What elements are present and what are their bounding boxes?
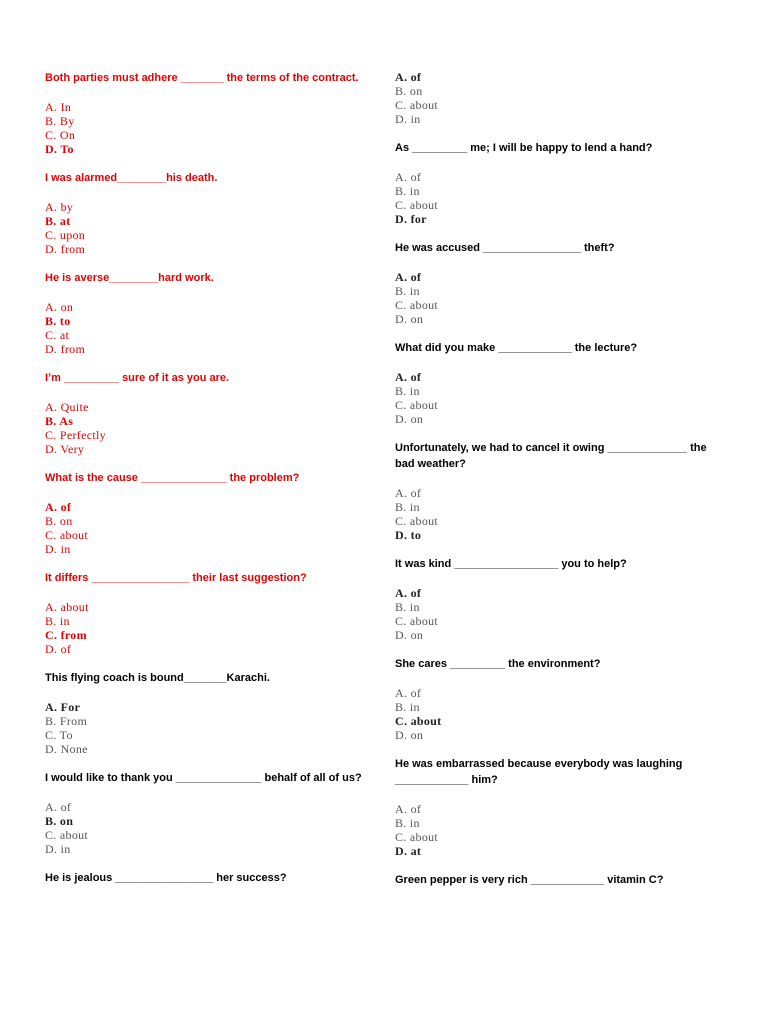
answer-option: D. on (395, 728, 424, 742)
question-text: Unfortunately, we had to cancel it owing _____________ the bad weather? (395, 442, 707, 470)
answer-option: C. Perfectly (45, 428, 106, 442)
question-text: He was embarrassed because everybody was laughing ____________ him? (395, 758, 683, 786)
answer-option: D. on (395, 628, 424, 642)
answer-option: D. in (45, 842, 71, 856)
question-block (45, 270, 370, 356)
correct-answer-option: A. of (395, 70, 422, 84)
answer-option: B. in (395, 284, 420, 298)
question-text: It was kind _________________ you to help? (395, 558, 627, 570)
answer-option: C. about (395, 98, 439, 112)
question-block (45, 670, 370, 756)
correct-answer-option: A. of (395, 270, 422, 284)
correct-answer-option: B. on (45, 814, 74, 828)
answer-option: B. From (45, 714, 88, 728)
answer-option: D. from (45, 342, 86, 356)
left-column (45, 70, 370, 900)
question-block (395, 240, 725, 326)
answer-option: B. By (45, 114, 75, 128)
question-block (395, 340, 725, 426)
answer-option: B. in (395, 500, 420, 514)
answer-options (395, 370, 725, 426)
correct-answer-option: D. for (395, 212, 427, 226)
correct-answer-option: B. to (45, 314, 71, 328)
question-block (395, 656, 725, 742)
answer-options (395, 170, 725, 226)
answer-options (45, 500, 370, 556)
question-block (45, 570, 370, 656)
answer-options (395, 270, 725, 326)
question-block (395, 440, 725, 542)
question-text: What did you make ____________ the lecture? (395, 342, 638, 354)
answer-option: D. on (395, 412, 424, 426)
answer-option: A. about (45, 600, 89, 614)
answer-option: D. in (395, 112, 421, 126)
answer-options (395, 70, 725, 126)
question-block (395, 70, 725, 126)
correct-answer-option: C. about (395, 714, 442, 728)
correct-answer-option: B. As (45, 414, 74, 428)
answer-options (45, 100, 370, 156)
correct-answer-option: D. To (45, 142, 74, 156)
answer-option: B. on (45, 514, 73, 528)
answer-option: C. about (45, 528, 89, 542)
question-text: Green pepper is very rich ____________ vitamin C? (395, 874, 664, 886)
answer-option: C. To (45, 728, 73, 742)
question-text: I was alarmed________his death. (45, 172, 218, 184)
answer-option: B. in (45, 614, 70, 628)
answer-options (395, 486, 725, 542)
answer-options (45, 300, 370, 356)
question-text: Both parties must adhere _______ the terms of the contract. (45, 72, 359, 84)
question-text: He is jealous ________________ her success? (45, 872, 287, 884)
answer-options (45, 200, 370, 256)
correct-answer-option: A. For (45, 700, 81, 714)
answer-option: C. about (395, 514, 439, 528)
answer-option: C. about (395, 198, 439, 212)
question-text: I would like to thank you ______________ behalf of all of us? (45, 772, 362, 784)
correct-answer-option: A. of (395, 370, 422, 384)
question-text: He is averse________hard work. (45, 272, 214, 284)
answer-options (45, 400, 370, 456)
question-block (45, 470, 370, 556)
question-text: He was accused ________________ theft? (395, 242, 615, 254)
question-block (45, 770, 370, 856)
answer-option: A. by (45, 200, 74, 214)
answer-option: C. On (45, 128, 76, 142)
question-block (45, 870, 370, 886)
correct-answer-option: B. at (45, 214, 71, 228)
question-text: I’m _________ sure of it as you are. (45, 372, 230, 384)
answer-option: B. in (395, 600, 420, 614)
correct-answer-option: D. at (395, 844, 422, 858)
answer-option: A. of (45, 800, 72, 814)
answer-option: B. on (395, 84, 423, 98)
answer-options (395, 802, 725, 858)
answer-option: D. Very (45, 442, 85, 456)
answer-options (45, 600, 370, 656)
question-block (45, 170, 370, 256)
answer-option: D. from (45, 242, 86, 256)
answer-option: C. about (395, 298, 439, 312)
question-text: What is the cause ______________ the problem? (45, 472, 300, 484)
question-text: This flying coach is bound_______Karachi. (45, 672, 270, 684)
question-block (395, 872, 725, 888)
answer-option: A. Quite (45, 400, 89, 414)
answer-option: C. at (45, 328, 70, 342)
answer-option: A. of (395, 686, 422, 700)
question-text: As _________ me; I will be happy to lend a hand? (395, 142, 653, 154)
question-block (45, 70, 370, 156)
answer-option: B. in (395, 184, 420, 198)
answer-option: C. about (395, 614, 439, 628)
question-text: It differs ________________ their last suggestion? (45, 572, 307, 584)
answer-option: D. None (45, 742, 88, 756)
answer-option: A. of (395, 802, 422, 816)
answer-option: D. of (45, 642, 72, 656)
correct-answer-option: C. from (45, 628, 87, 642)
answer-options (395, 586, 725, 642)
answer-option: B. in (395, 700, 420, 714)
answer-option: A. In (45, 100, 72, 114)
correct-answer-option: A. of (395, 586, 422, 600)
answer-option: C. upon (45, 228, 86, 242)
answer-option: A. on (45, 300, 74, 314)
answer-option: B. in (395, 816, 420, 830)
answer-option: C. about (395, 830, 439, 844)
question-block (395, 756, 725, 858)
question-text: She cares _________ the environment? (395, 658, 601, 670)
answer-options (395, 686, 725, 742)
question-block (395, 140, 725, 226)
answer-option: A. of (395, 486, 422, 500)
question-block (395, 556, 725, 642)
answer-options (45, 700, 370, 756)
answer-option: D. on (395, 312, 424, 326)
answer-options (45, 800, 370, 856)
right-column (395, 70, 725, 902)
correct-answer-option: A. of (45, 500, 72, 514)
answer-option: B. in (395, 384, 420, 398)
correct-answer-option: D. to (395, 528, 422, 542)
answer-option: C. about (45, 828, 89, 842)
answer-option: D. in (45, 542, 71, 556)
question-block (45, 370, 370, 456)
answer-option: A. of (395, 170, 422, 184)
answer-option: C. about (395, 398, 439, 412)
